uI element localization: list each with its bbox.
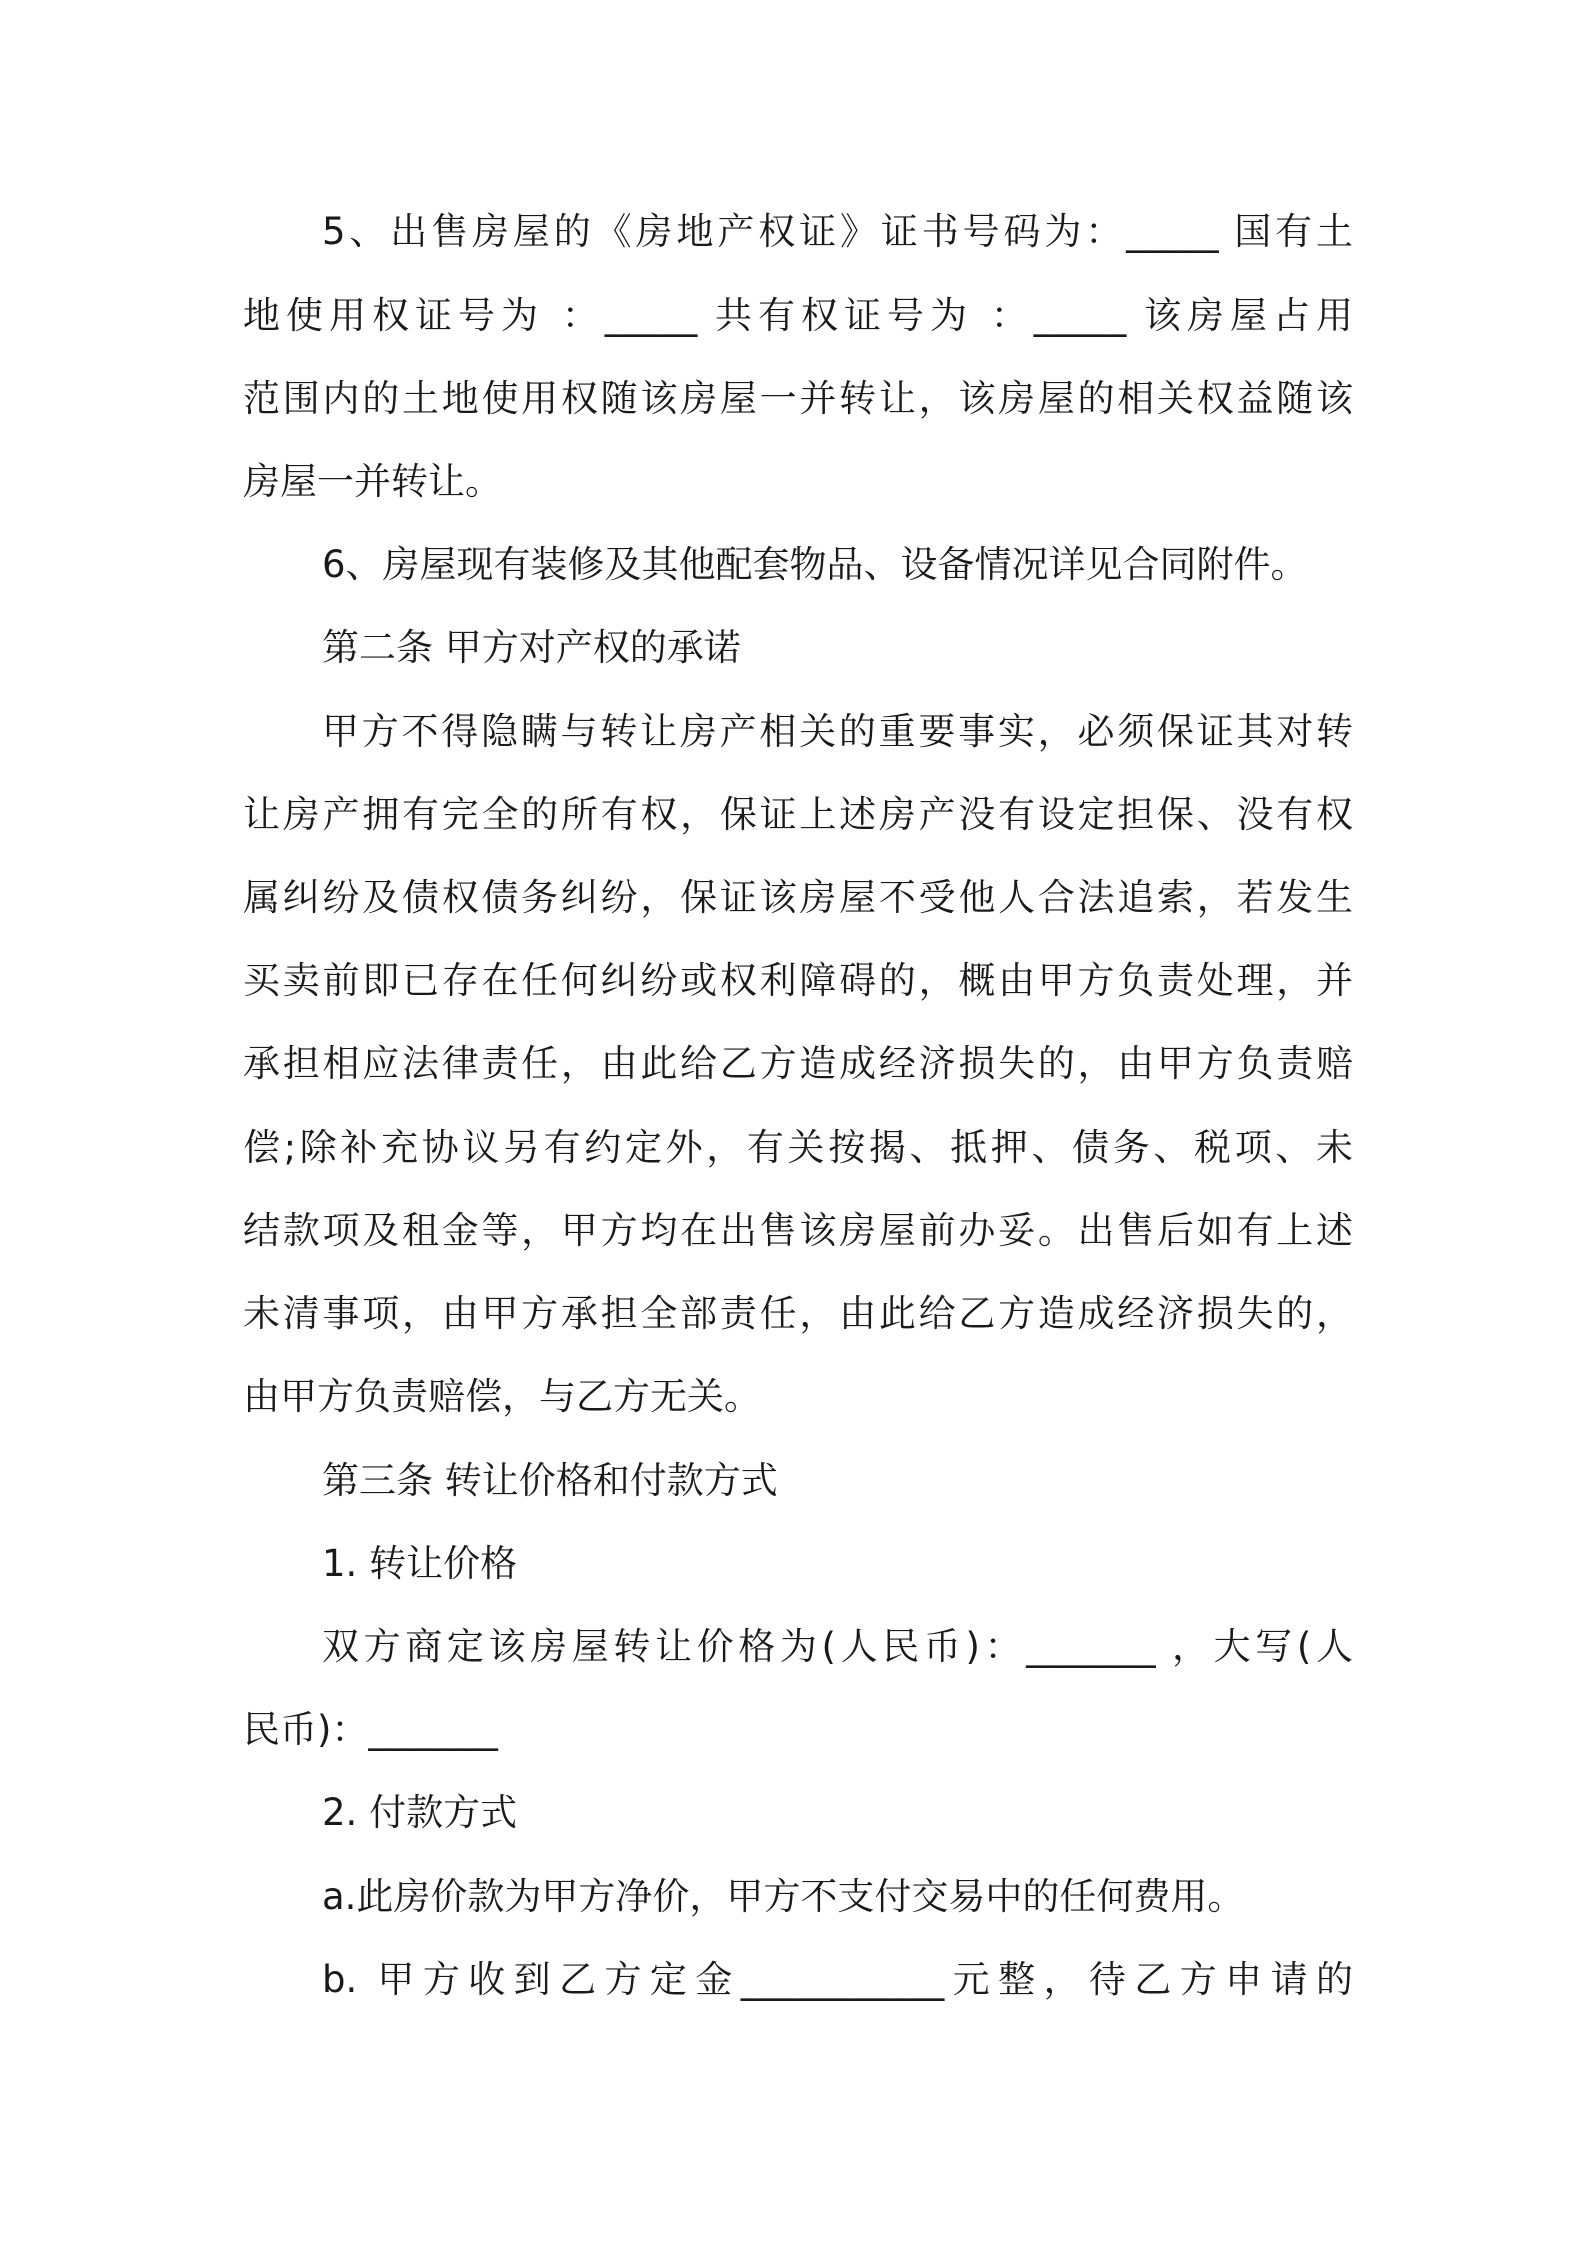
- text-line: 5、出售房屋的《房地产权证》证书号码为：_____ 国有土: [322, 210, 1353, 253]
- text-line: 房屋一并转让。: [243, 460, 502, 503]
- text-line: 6、房屋现有装修及其他配套物品、设备情况详见合同附件。: [322, 543, 1308, 586]
- text-line: a.此房价款为甲方净价，甲方不支付交易中的任何费用。: [322, 1875, 1245, 1918]
- subsection-heading: 1. 转让价格: [322, 1542, 518, 1585]
- text-line: 地使用权证号为 ：_____ 共有权证号为 ：_____ 该房屋占用: [243, 294, 1353, 337]
- text-line: 让房产拥有完全的所有权，保证上述房产没有设定担保、没有权: [243, 793, 1353, 836]
- text-line: 承担相应法律责任，由此给乙方造成经济损失的，由甲方负责赔: [243, 1042, 1353, 1085]
- text-line: 未清事项，由甲方承担全部责任，由此给乙方造成经济损失的，: [243, 1292, 1353, 1335]
- text-line: 属纠纷及债权债务纠纷，保证该房屋不受他人合法追索，若发生: [243, 876, 1353, 919]
- text-line: 范围内的土地使用权随该房屋一并转让，该房屋的相关权益随该: [243, 377, 1353, 420]
- subsection-heading: 2. 付款方式: [322, 1791, 518, 1834]
- text-line: 偿;除补充协议另有约定外，有关按揭、抵押、债务、税项、未: [243, 1126, 1353, 1169]
- text-line: 由甲方负责赔偿，与乙方无关。: [243, 1375, 761, 1418]
- text-line: 民币)：_______: [243, 1708, 498, 1751]
- text-line: b. 甲方收到乙方定金___________元整，待乙方申请的: [322, 1958, 1353, 2001]
- text-line: 买卖前即已存在任何纠纷或权利障碍的，概由甲方负责处理，并: [243, 959, 1353, 1002]
- text-line: 双方商定该房屋转让价格为(人民币)：_______ ，大写(人: [322, 1625, 1353, 1668]
- text-line: 甲方不得隐瞒与转让房产相关的重要事实，必须保证其对转: [322, 710, 1353, 753]
- section-heading: 第三条 转让价格和付款方式: [322, 1459, 778, 1502]
- text-line: 结款项及租金等，甲方均在出售该房屋前办妥。出售后如有上述: [243, 1209, 1353, 1252]
- section-heading: 第二条 甲方对产权的承诺: [322, 626, 741, 669]
